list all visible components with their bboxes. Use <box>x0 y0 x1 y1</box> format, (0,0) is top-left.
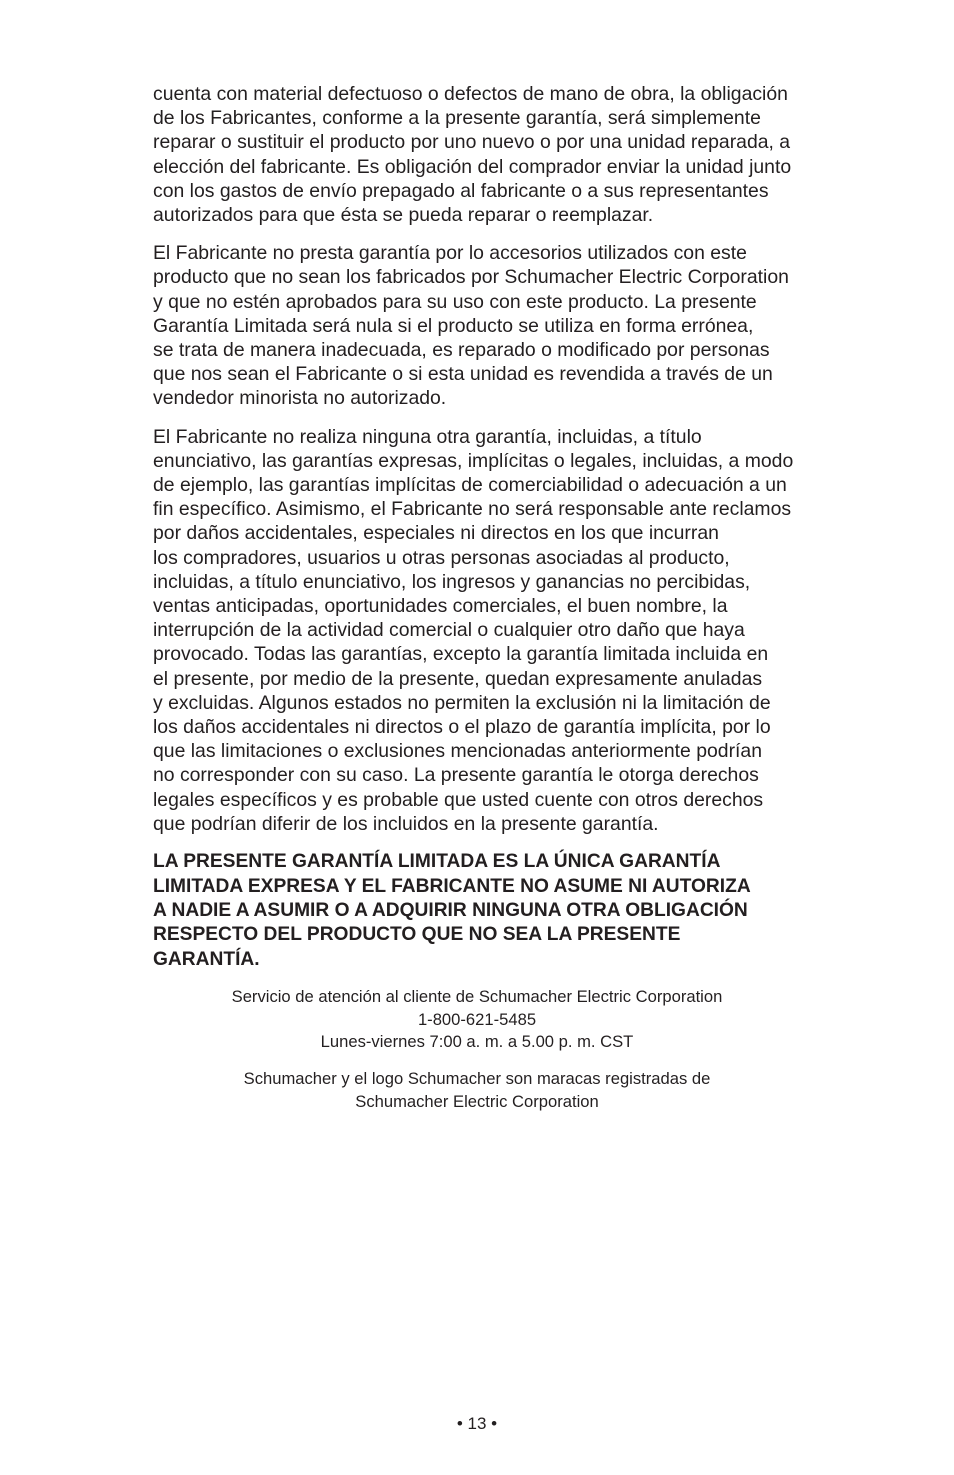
text-line: que las limitaciones o exclusiones mencionadas anteriormente podrían <box>153 740 762 763</box>
warranty-paragraph-disclaimer <box>153 425 873 836</box>
notice-line: A NADIE A ASUMIR O A ADQUIRIR NINGUNA OTRA OBLIGACIÓN <box>153 899 748 921</box>
text-line: producto que no sean los fabricados por Schumacher Electric Corporation <box>153 266 789 289</box>
text-line: que nos sean el Fabricante o si esta unidad es revendida a través de un <box>153 363 773 386</box>
text-line: con los gastos de envío prepagado al fabricante o a sus representantes <box>153 179 769 202</box>
text-line: legales específicos y es probable que usted cuente con otros derechos <box>153 788 764 811</box>
notice-line: RESPECTO DEL PRODUCTO QUE NO SEA LA PRESENTE <box>153 924 681 946</box>
text-line: los compradores, usuarios u otras personas asociadas al producto, <box>153 546 730 569</box>
page-number: • 13 • <box>456 1414 498 1433</box>
text-line: se trata de manera inadecuada, es reparado o modificado por personas <box>153 339 770 362</box>
warranty-paragraph-remedy <box>153 82 873 227</box>
trademark-notice <box>153 1068 801 1113</box>
text-line: El Fabricante no presta garantía por lo accesorios utilizados con este <box>153 242 747 265</box>
text-line: y excluidas. Algunos estados no permiten la exclusión ni la limitación de <box>153 691 771 714</box>
customer-service-hours: Lunes-viernes 7:00 a. m. a 5.00 p. m. CST <box>320 1032 634 1052</box>
text-line: enunciativo, las garantías expresas, implícitas o legales, incluidas, a modo <box>153 449 794 472</box>
trademark-line: Schumacher y el logo Schumacher son maracas registradas de <box>243 1068 711 1088</box>
text-line: fin específico. Asimismo, el Fabricante no será responsable ante reclamos <box>153 498 792 521</box>
warranty-text-column <box>153 82 873 1127</box>
text-line: incluidas, a título enunciativo, los ingresos y ganancias no percibidas, <box>153 570 751 593</box>
text-line: y que no estén aprobados para su uso con este producto. La presente <box>153 290 757 313</box>
text-line: por daños accidentales, especiales ni directos en los que incurran <box>153 522 719 545</box>
text-line: interrupción de la actividad comercial o cualquier otro daño que haya <box>153 619 745 642</box>
text-line: que podrían diferir de los incluidos en la presente garantía. <box>153 812 659 835</box>
notice-line: LIMITADA EXPRESA Y EL FABRICANTE NO ASUME NI AUTORIZA <box>153 875 751 897</box>
exclusive-warranty-notice <box>153 850 873 972</box>
text-line: ventas anticipadas, oportunidades comerciales, el buen nombre, la <box>153 595 728 618</box>
text-line: reparar o sustituir el producto por uno nuevo o por una unidad reparada, a <box>153 131 791 154</box>
text-line: de ejemplo, las garantías implícitas de comerciabilidad o adecuación a un <box>153 474 787 497</box>
text-line: autorizados para que ésta se pueda reparar o reemplazar. <box>153 204 654 227</box>
trademark-line: Schumacher Electric Corporation <box>355 1091 599 1111</box>
text-line: vendedor minorista no autorizado. <box>153 387 447 410</box>
notice-line: LA PRESENTE GARANTÍA LIMITADA ES LA ÚNICA GARANTÍA <box>153 851 721 873</box>
text-line: de los Fabricantes, conforme a la presente garantía, será simplemente <box>153 107 761 130</box>
text-line: cuenta con material defectuoso o defectos de mano de obra, la obligación <box>153 83 788 105</box>
text-line: provocado. Todas las garantías, excepto la garantía limitada incluida en <box>153 643 769 666</box>
warranty-paragraph-accessories <box>153 241 873 410</box>
customer-service-title: Servicio de atención al cliente de Schumacher Electric Corporation <box>231 987 723 1007</box>
customer-service-info <box>153 986 801 1054</box>
text-line: no corresponder con su caso. La presente garantía le otorga derechos <box>153 764 759 787</box>
text-line: los daños accidentales ni directos o el plazo de garantía implícita, por lo <box>153 716 771 739</box>
text-line: El Fabricante no realiza ninguna otra garantía, incluidas, a título <box>153 425 702 448</box>
notice-line: GARANTÍA. <box>153 948 260 970</box>
text-line: Garantía Limitada será nula si el producto se utiliza en forma errónea, <box>153 314 754 337</box>
text-line: elección del fabricante. Es obligación del comprador enviar la unidad junto <box>153 155 792 178</box>
customer-service-phone: 1-800-621-5485 <box>417 1009 537 1029</box>
text-line: el presente, por medio de la presente, quedan expresamente anuladas <box>153 667 763 690</box>
